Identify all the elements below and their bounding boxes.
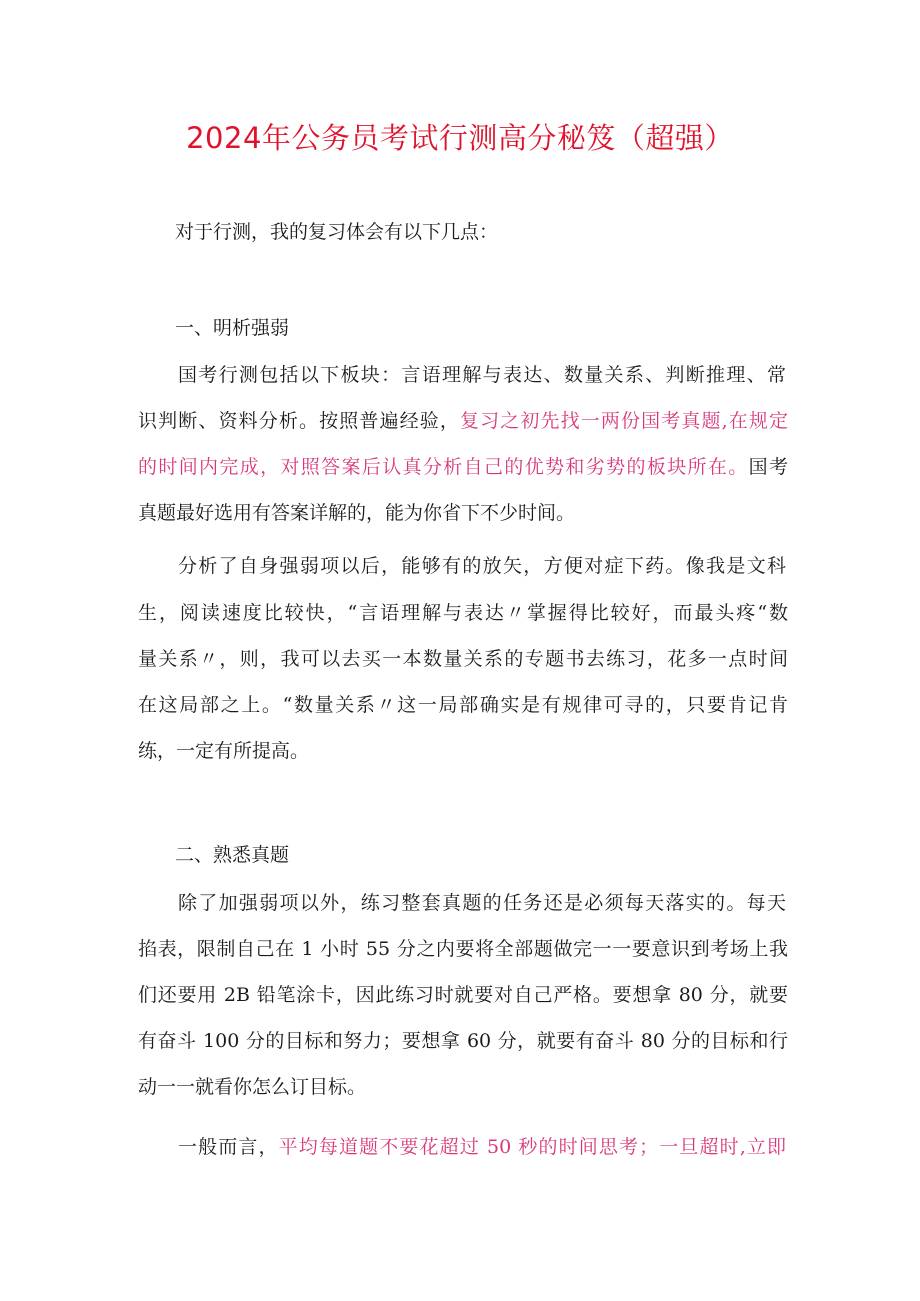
section1-para2-line3: 量关系〃，则，我可以去买一本数量关系的专题书去练习，花多一点时间	[138, 648, 788, 670]
section2-para2-line1-highlight: 平均每道题不要花超过 50 秒的时间思考；一旦超时,立即	[278, 1136, 786, 1158]
section1-para1-line2-highlight: 复习之初先找一两份国考真题,在规定	[459, 410, 788, 432]
section1-para2-line5: 练，一定有所提高。	[138, 740, 310, 762]
section1-heading: 一、明析强弱	[175, 317, 290, 339]
section1-para1-line2-plain: 识判断、资料分析。按照普遍经验，	[138, 410, 460, 432]
section2-heading: 二、熟悉真题	[175, 844, 290, 866]
section1-para1-line2	[138, 407, 788, 435]
section1-para2-line2: 生，阅读速度比较快，“言语理解与表达〃掌握得比较好，而最头疼“数	[138, 602, 788, 624]
section2-para1-line4: 有奋斗 100 分的目标和努力；要想拿 60 分，就要有奋斗 80 分的目标和行	[138, 1030, 788, 1052]
section1-para2-line1: 分析了自身强弱项以后，能够有的放矢，方便对症下药。像我是文科	[178, 555, 786, 577]
section2-para1-line3: 们还要用 2B 铅笔涂卡，因此练习时就要对自己严格。要想拿 80 分，就要	[138, 984, 788, 1006]
section2-para1-line2: 掐表，限制自己在 1 小时 55 分之内要将全部题做完一一要意识到考场上我	[138, 938, 788, 960]
section2-para1-line1: 除了加强弱项以外，练习整套真题的任务还是必须每天落实的。每天	[178, 892, 786, 914]
section1-para2-line4: 在这局部之上。“数量关系〃这一局部确实是有规律可寻的，只要肯记肯	[138, 694, 788, 716]
section2-para2-line1	[178, 1133, 786, 1161]
intro-text: 对于行测，我的复习体会有以下几点：	[175, 221, 499, 243]
section1-para1-line3	[138, 453, 788, 481]
document-title: 2024年公务员考试行测高分秘笈（超强）	[186, 121, 734, 155]
section1-para1-line3-plain: 国考	[748, 456, 788, 478]
section2-para1-line5: 动一一就看你怎么订目标。	[138, 1076, 367, 1098]
section1-para1-line3-highlight: 的时间内完成，对照答案后认真分析自己的优势和劣势的板块所在。	[138, 456, 749, 478]
section1-para1-line4: 真题最好选用有答案详解的，能为你省下不少时间。	[138, 502, 576, 524]
section2-para2-line1-plain: 一般而言，	[178, 1136, 279, 1158]
section1-para1-line1: 国考行测包括以下板块：言语理解与表达、数量关系、判断推理、常	[178, 364, 786, 386]
